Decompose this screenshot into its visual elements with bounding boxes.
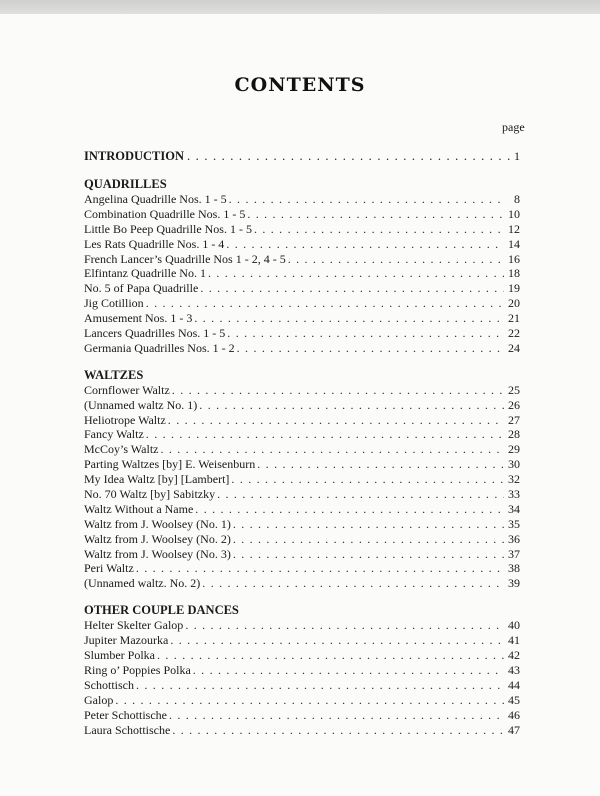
toc-entry-title: Lancers Quadrilles Nos. 1 - 5 bbox=[84, 326, 226, 341]
toc-entry[interactable] bbox=[84, 296, 520, 311]
toc-entry-page: 18 bbox=[508, 266, 520, 281]
toc-entry-page: 10 bbox=[508, 206, 520, 221]
dot-leader bbox=[237, 341, 504, 356]
toc-entry-title: Waltz Without a Name bbox=[84, 501, 194, 516]
toc-entry-title: French Lancer’s Quadrille Nos 1 - 2, 4 - 5 bbox=[84, 251, 286, 266]
dot-leader bbox=[254, 222, 504, 237]
section-heading: QUADRILLES bbox=[84, 177, 167, 191]
dot-leader bbox=[146, 427, 504, 442]
dot-leader bbox=[115, 693, 504, 708]
toc-introduction-page: 1 bbox=[514, 149, 520, 163]
toc-entry-title: Fancy Waltz bbox=[84, 427, 144, 442]
toc-entry-page: 25 bbox=[508, 382, 520, 397]
toc-entry[interactable] bbox=[84, 341, 520, 356]
toc-entry-title: Germania Quadrilles Nos. 1 - 2 bbox=[84, 340, 235, 355]
toc-entry[interactable] bbox=[84, 326, 520, 341]
document-page bbox=[0, 14, 600, 796]
toc-entry[interactable] bbox=[84, 413, 520, 428]
toc-entry-page: 29 bbox=[508, 442, 520, 457]
dot-leader bbox=[231, 472, 504, 487]
dot-leader bbox=[146, 296, 504, 311]
toc-entry[interactable] bbox=[84, 398, 520, 413]
toc-section bbox=[84, 367, 520, 591]
toc-entry-title: Little Bo Peep Quadrille Nos. 1 - 5 bbox=[84, 221, 252, 236]
toc-entry[interactable] bbox=[84, 547, 520, 562]
dot-leader bbox=[157, 648, 504, 663]
toc-entry[interactable] bbox=[84, 576, 520, 591]
toc-entry-page: 21 bbox=[508, 311, 520, 326]
toc-entry-title: Laura Schottische bbox=[84, 722, 171, 737]
toc-entry-page: 38 bbox=[508, 561, 520, 576]
dot-leader bbox=[229, 192, 504, 207]
toc-section bbox=[84, 602, 520, 737]
dot-leader bbox=[233, 547, 504, 562]
dot-leader bbox=[257, 457, 504, 472]
toc-entry-title: Ring o’ Poppies Polka bbox=[84, 662, 191, 677]
toc-entry-page: 14 bbox=[508, 236, 520, 251]
toc-entry-page: 28 bbox=[508, 427, 520, 442]
toc-entry[interactable] bbox=[84, 708, 520, 723]
dot-leader bbox=[288, 252, 504, 267]
toc-section bbox=[84, 176, 520, 356]
toc-entry-title: Peri Waltz bbox=[84, 561, 134, 576]
toc-entry-title: Galop bbox=[84, 692, 114, 707]
toc-entry-title: (Unnamed waltz. No. 2) bbox=[84, 576, 201, 591]
toc-entry-page: 24 bbox=[508, 340, 520, 355]
dot-leader bbox=[194, 311, 504, 326]
dot-leader bbox=[202, 576, 504, 591]
toc-entry-page: 42 bbox=[508, 648, 520, 663]
toc-entry-page: 26 bbox=[508, 397, 520, 412]
dot-leader bbox=[217, 487, 504, 502]
dot-leader bbox=[169, 708, 504, 723]
toc-entry-page: 20 bbox=[508, 296, 520, 311]
toc-entry-page: 35 bbox=[508, 516, 520, 531]
toc-entry-title: Les Rats Quadrille Nos. 1 - 4 bbox=[84, 236, 225, 251]
toc-entry-page: 40 bbox=[508, 618, 520, 633]
toc-entry-page: 22 bbox=[508, 326, 520, 341]
toc-entry[interactable] bbox=[84, 561, 520, 576]
toc-entry[interactable] bbox=[84, 723, 520, 738]
toc-entry[interactable] bbox=[84, 532, 520, 547]
toc-entry[interactable] bbox=[84, 207, 520, 222]
toc-entry[interactable] bbox=[84, 442, 520, 457]
toc-entry-page: 46 bbox=[508, 707, 520, 722]
toc-entry-title: Angelina Quadrille Nos. 1 - 5 bbox=[84, 192, 227, 206]
dot-leader bbox=[233, 517, 504, 532]
page-column-header: page bbox=[502, 120, 525, 134]
toc-entry-page: 43 bbox=[508, 662, 520, 677]
toc-entry-title: Cornflower Waltz bbox=[84, 382, 170, 397]
toc-entry-title: (Unnamed waltz No. 1) bbox=[84, 397, 198, 412]
toc-entry[interactable] bbox=[84, 281, 520, 296]
toc-entry-title: Combination Quadrille Nos. 1 - 5 bbox=[84, 206, 246, 221]
dot-leader bbox=[247, 207, 504, 222]
toc-entry-title: My Idea Waltz [by] [Lambert] bbox=[84, 472, 230, 487]
toc-sections bbox=[84, 176, 520, 737]
toc-entry-title: Waltz from J. Woolsey (No. 3) bbox=[84, 546, 231, 561]
dot-leader bbox=[187, 148, 511, 164]
toc-entry-page: 47 bbox=[508, 722, 520, 737]
toc-entry-title: Waltz from J. Woolsey (No. 2) bbox=[84, 531, 231, 546]
toc-entry-title: No. 70 Waltz [by] Sabitzky bbox=[84, 487, 216, 502]
dot-leader bbox=[193, 663, 504, 678]
toc-entry-title: Heliotrope Waltz bbox=[84, 412, 166, 427]
toc-entry[interactable] bbox=[84, 457, 520, 472]
toc-introduction[interactable] bbox=[84, 148, 520, 164]
toc-entry-title: Amusement Nos. 1 - 3 bbox=[84, 311, 193, 326]
toc-entry-title: Schottisch bbox=[84, 677, 134, 692]
toc-entry[interactable] bbox=[84, 618, 520, 633]
toc-entry[interactable] bbox=[84, 427, 520, 442]
dot-leader bbox=[226, 237, 504, 252]
section-heading: WALTZES bbox=[84, 367, 144, 382]
toc-entry[interactable] bbox=[84, 502, 520, 517]
toc-entry-page: 8 bbox=[514, 192, 520, 206]
toc-entry-title: Peter Schottische bbox=[84, 707, 167, 722]
toc-entry-title: McCoy’s Waltz bbox=[84, 442, 159, 457]
page-title: CONTENTS bbox=[234, 74, 366, 96]
dot-leader bbox=[160, 442, 504, 457]
toc-entry[interactable] bbox=[84, 648, 520, 663]
toc-entry[interactable] bbox=[84, 222, 520, 237]
toc-entry-page: 41 bbox=[508, 633, 520, 648]
dot-leader bbox=[227, 326, 504, 341]
toc-entry-page: 44 bbox=[508, 677, 520, 692]
toc-entry-page: 19 bbox=[508, 281, 520, 296]
dot-leader bbox=[168, 413, 504, 428]
table-of-contents bbox=[84, 148, 520, 748]
dot-leader bbox=[170, 633, 504, 648]
section-heading: OTHER COUPLE DANCES bbox=[84, 603, 239, 618]
toc-entry-title: Slumber Polka bbox=[84, 648, 155, 663]
toc-entry-title: Parting Waltzes [by] E. Weisenburn bbox=[84, 457, 256, 472]
toc-entry-title: No. 5 of Papa Quadrille bbox=[84, 281, 199, 296]
toc-entry-title: Elfintanz Quadrille No. 1 bbox=[84, 266, 206, 281]
toc-entry-page: 32 bbox=[508, 472, 520, 487]
toc-entry[interactable] bbox=[84, 678, 520, 693]
toc-entry-page: 34 bbox=[508, 501, 520, 516]
toc-entry-title: Helter Skelter Galop bbox=[84, 618, 184, 633]
toc-entry-page: 36 bbox=[508, 531, 520, 546]
toc-entry-page: 30 bbox=[508, 457, 520, 472]
toc-entry-page: 12 bbox=[508, 221, 520, 236]
dot-leader bbox=[208, 266, 504, 281]
toc-entry-page: 45 bbox=[508, 692, 520, 707]
toc-entry-title: Waltz from J. Woolsey (No. 1) bbox=[84, 516, 231, 531]
toc-entry[interactable] bbox=[84, 311, 520, 326]
dot-leader bbox=[233, 532, 504, 547]
toc-introduction-label: INTRODUCTION bbox=[84, 149, 185, 163]
toc-entry-title: Jupiter Mazourka bbox=[84, 633, 169, 648]
toc-entry-page: 33 bbox=[508, 487, 520, 502]
dot-leader bbox=[172, 723, 504, 738]
dot-leader bbox=[136, 678, 504, 693]
toc-entry[interactable] bbox=[84, 192, 520, 207]
toc-entry[interactable] bbox=[84, 517, 520, 532]
toc-entry[interactable] bbox=[84, 663, 520, 678]
dot-leader bbox=[199, 398, 504, 413]
toc-entry[interactable] bbox=[84, 237, 520, 252]
toc-entry[interactable] bbox=[84, 383, 520, 398]
dot-leader bbox=[195, 502, 504, 517]
toc-entry[interactable] bbox=[84, 252, 520, 267]
dot-leader bbox=[172, 383, 504, 398]
toc-entry[interactable] bbox=[84, 693, 520, 708]
toc-entry[interactable] bbox=[84, 633, 520, 648]
dot-leader bbox=[185, 618, 504, 633]
dot-leader bbox=[200, 281, 504, 296]
toc-entry[interactable] bbox=[84, 487, 520, 502]
toc-entry-page: 16 bbox=[508, 251, 520, 266]
toc-entry[interactable] bbox=[84, 472, 520, 487]
toc-entry-page: 39 bbox=[508, 576, 520, 591]
toc-entry[interactable] bbox=[84, 266, 520, 281]
toc-entry-title: Jig Cotillion bbox=[84, 296, 144, 311]
toc-entry-page: 37 bbox=[508, 546, 520, 561]
dot-leader bbox=[136, 561, 504, 576]
toc-entry-page: 27 bbox=[508, 412, 520, 427]
